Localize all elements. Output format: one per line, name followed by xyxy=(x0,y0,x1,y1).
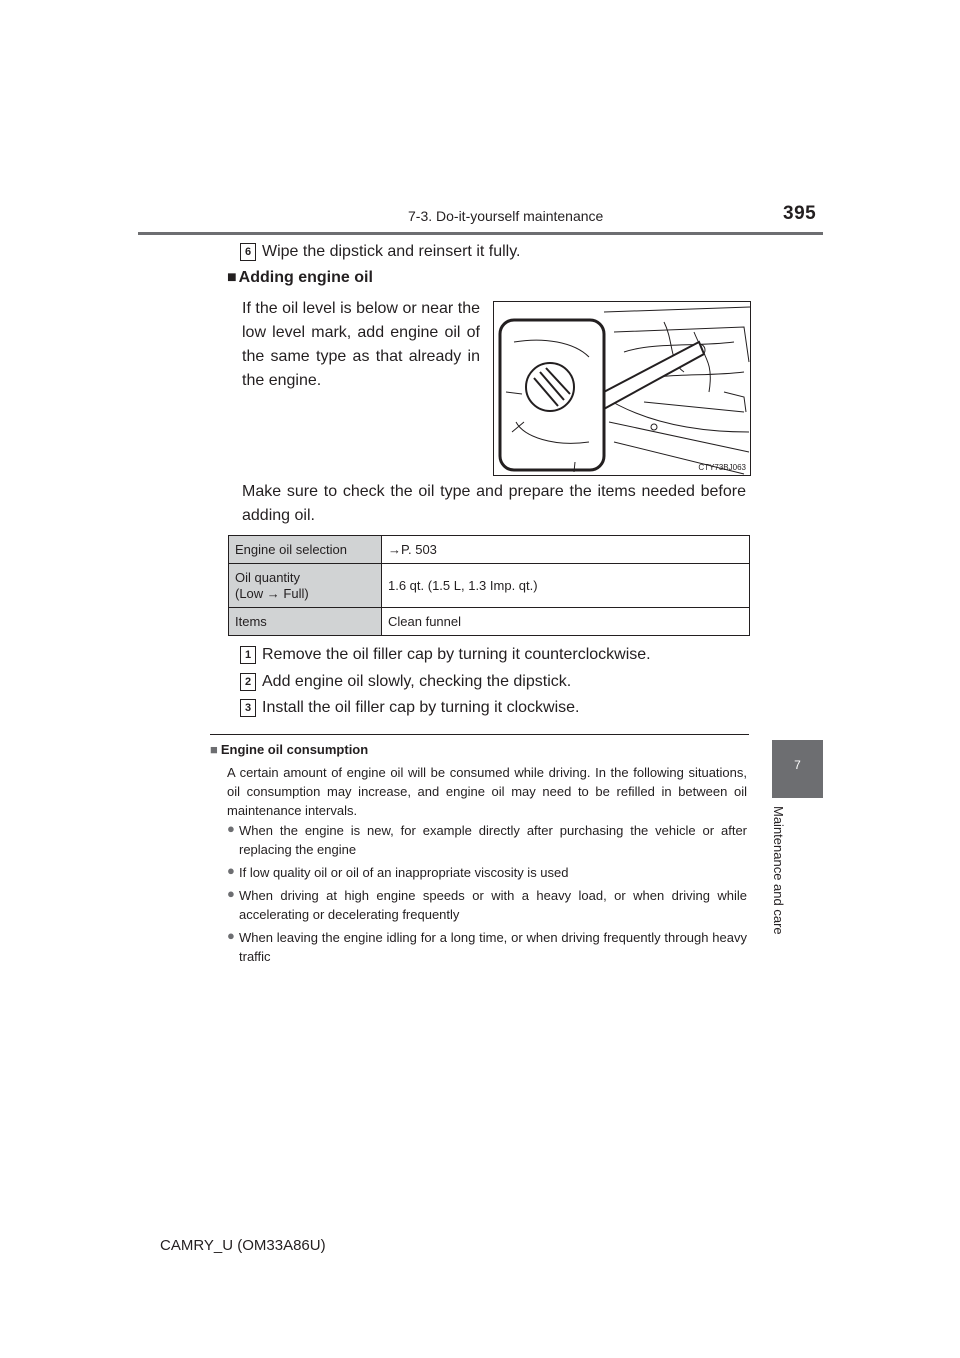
page-number: 395 xyxy=(783,203,817,224)
step-text: Wipe the dipstick and reinsert it fully. xyxy=(262,243,521,260)
table-row xyxy=(229,564,750,608)
step-text: Add engine oil slowly, checking the dipstick. xyxy=(262,673,572,690)
step-number: 1 xyxy=(240,646,256,664)
section-divider xyxy=(210,734,749,735)
list-item xyxy=(227,821,747,859)
bullet-icon: ● xyxy=(227,863,235,878)
heading-text: Engine oil consumption xyxy=(220,742,369,757)
list-item-text: When driving at high engine speeds or with a heavy load, or when driving while accelerating or decelerating frequently xyxy=(239,888,747,922)
list-item-text: When the engine is new, for example directly after purchasing the vehicle or after replacing the engine xyxy=(239,823,747,857)
list-item-text: When leaving the engine idling for a long time, or when driving frequently through heavy traffic xyxy=(239,930,747,964)
step-number: 6 xyxy=(240,243,256,261)
engine-oil-cap-illustration xyxy=(494,302,750,475)
chapter-side-label xyxy=(771,806,793,956)
chapter-title: Maintenance and care xyxy=(771,806,786,935)
table-row xyxy=(229,536,750,564)
section-title: 7-3. Do-it-yourself maintenance xyxy=(408,208,604,224)
consumption-heading xyxy=(210,742,368,757)
table-key: Oil quantity (Low → Full) xyxy=(229,564,382,608)
engine-figure xyxy=(493,301,751,476)
model-code: CAMRY_U (OM33A86U) xyxy=(160,1237,326,1254)
chapter-number: 7 xyxy=(794,758,801,772)
header-rule xyxy=(138,232,823,235)
table-key: Engine oil selection xyxy=(229,536,382,564)
list-item-text: If low quality oil or oil of an inappropriate viscosity is used xyxy=(239,865,569,880)
heading-marker: ■ xyxy=(210,742,218,757)
oil-spec-table xyxy=(228,535,750,636)
adding-check: Make sure to check the oil type and prepare the items needed before adding oil. xyxy=(242,483,746,524)
step-6 xyxy=(240,243,520,261)
list-item xyxy=(227,863,747,882)
step-text: Remove the oil filler cap by turning it counterclockwise. xyxy=(262,646,651,663)
heading-marker: ■ xyxy=(227,269,237,286)
table-value: →P. 503 xyxy=(382,536,750,564)
chapter-tab xyxy=(772,740,823,798)
step-text: Install the oil filler cap by turning it clockwise. xyxy=(262,699,580,716)
consumption-list xyxy=(227,821,747,970)
adding-intro: If the oil level is below or near the low level mark, add engine oil of the same type as that already in the engine. xyxy=(242,300,480,389)
step-1 xyxy=(240,646,651,664)
list-item xyxy=(227,886,747,924)
table-value: Clean funnel xyxy=(382,608,750,636)
step-3 xyxy=(240,699,579,717)
bullet-icon: ● xyxy=(227,886,235,901)
list-item xyxy=(227,928,747,966)
step-number: 3 xyxy=(240,699,256,717)
heading-text: Adding engine oil xyxy=(238,269,373,286)
table-value: 1.6 qt. (1.5 L, 1.3 Imp. qt.) xyxy=(382,564,750,608)
bullet-icon: ● xyxy=(227,821,235,836)
adding-heading xyxy=(227,269,373,287)
step-number: 2 xyxy=(240,673,256,691)
table-key: Items xyxy=(229,608,382,636)
table-row xyxy=(229,608,750,636)
bullet-icon: ● xyxy=(227,928,235,943)
consumption-intro: A certain amount of engine oil will be consumed while driving. In the following situations, oil consumption may increase, and engine oil may need to be refilled in between oil maintenance intervals. xyxy=(227,765,747,818)
figure-code: CTY73BJ063 xyxy=(698,463,746,472)
step-2 xyxy=(240,673,571,691)
